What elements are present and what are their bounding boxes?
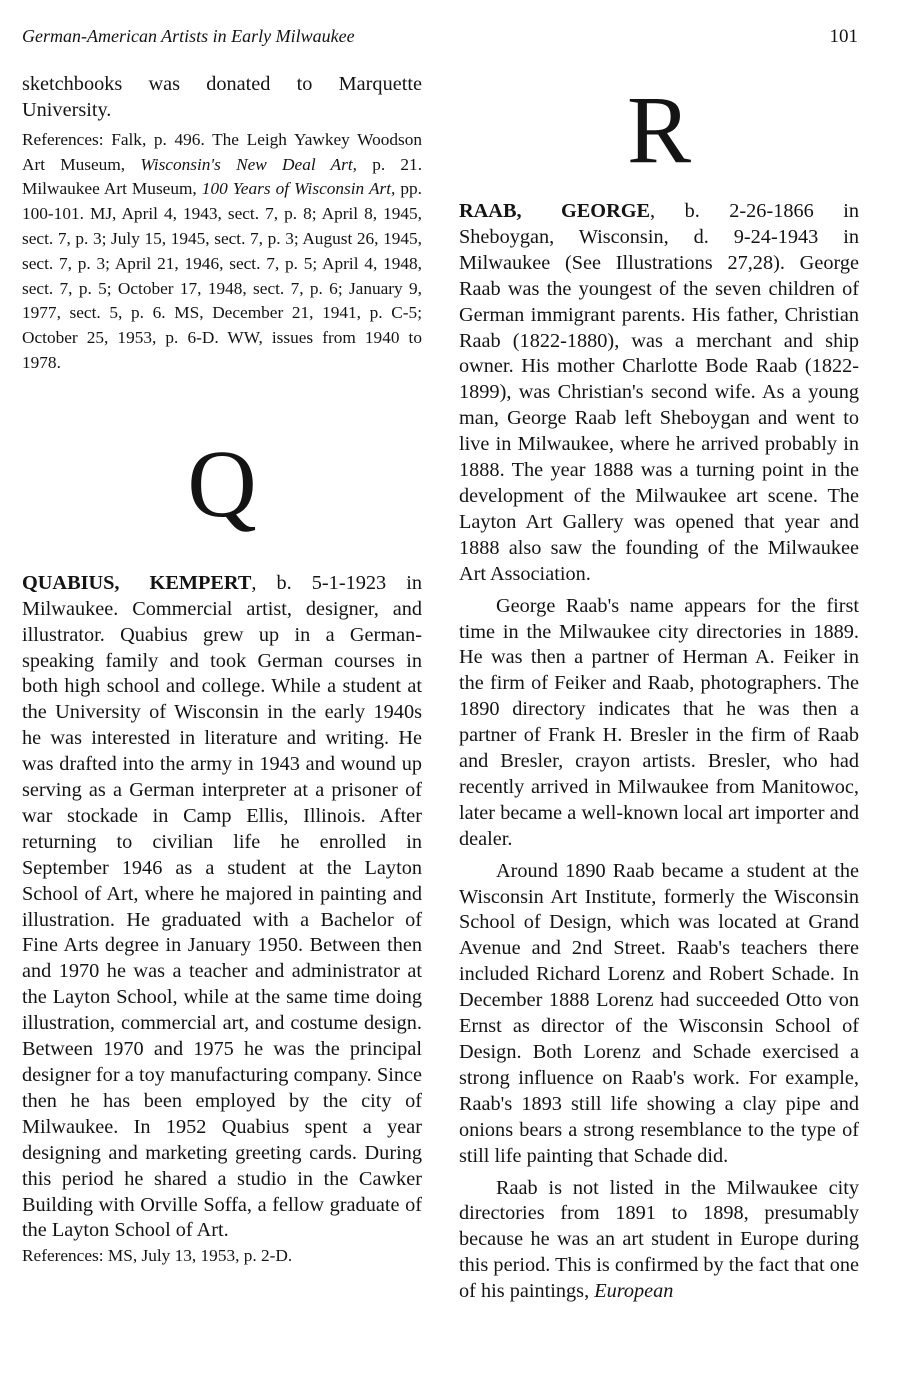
references-title: 100 Years of Wisconsin Art, (201, 179, 396, 199)
page-header (22, 26, 858, 52)
page-number: 101 (829, 26, 858, 47)
entry-name: QUABIUS, KEMPERT (22, 571, 252, 594)
paragraph (459, 1176, 859, 1306)
running-title: German-American Artists in Early Milwaukee (22, 26, 355, 46)
entry-quabius (22, 571, 422, 1245)
section-letter-q: Q (187, 429, 257, 537)
continuation-text: sketchbooks was donated to Marquette University. (22, 73, 422, 121)
paragraph: Around 1890 Raab became a student at the Wisconsin Art Institute, formerly the Wisconsin School of Design, which was located at Grand Avenue and 2nd Street. Raab's teachers there included Richard Lorenz and Robert Schade. In December 1888 Lorenz had succeeded Otto von Ernst as director of the Wisconsin School of Design. Both Lorenz and Schade exercised a strong influence on Raab's work. For example, Raab's 1893 still life showing a clay pipe and onions bears a strong resemblance to the type of still life painting that Schade did. (459, 859, 859, 1167)
references-text: p. 21. Milwaukee Art Museum, (22, 154, 423, 199)
entry-text: , b. 5-1-1923 in Milwaukee. Commercial artist, designer, and illustrator. Quabius grew up in a German-speaking family and took German courses in both high school and college. While a student at the University of Wisconsin in the early 1940s he was interested in literature and writing. He was drafted into the army in 1943 and wound up serving as a German interpreter at a prisoner of war stockade in Camp Ellis, Illinois. After returning to civilian life he enrolled in September 1946 as a student at the Layton School of Art, where he majored in painting and illustration. He graduated with a Bachelor of Fine Arts degree in January 1950. Between then and 1970 he was a teacher and administrator at the Layton School, while at the same time doing illustration, commercial art, and costume design. Between 1970 and 1975 he was the principal designer for a toy manufacturing company. Since then he has been employed by the city of Milwaukee. In 1952 Quabius spent a year designing and marketing greeting cards. During this period he shared a studio in the Cawker Building with Orville Soffa, a fellow graduate of the Layton School of Art. (22, 571, 422, 1242)
references-text: pp. 100-101. MJ, April 4, 1943, sect. 7, p. 8; April 8, 1945, sect. 7, p. 3; July 15, 1945, sect. 7, p. 3; August 26, 1945, sect. 7, p. 3; April 21, 1946, sect. 7, p. 5; April 4, 1948, sect. 7, p. 5; October 17, 1948, sect. 7, p. 6; January 9, 1977, sect. 5, p. 6. MS, December 21, 1941, p. C-5; October 25, 1953, p. 6-D. WW, issues from 1940 to 1978. (22, 179, 422, 372)
paragraph: George Raab's name appears for the first time in the Milwaukee city directories in 1889. He was then a partner of Herman A. Feiker in the firm of Feiker and Raab, photographers. The 1890 directory indicates that he was then a partner of Frank H. Bresler in the firm of Raab and Bresler, crayon artists. Bresler, who had recently arrived in Milwaukee from Manitowoc, later became a well-known local art importer and dealer. (459, 594, 859, 850)
section-letter-r: R (626, 76, 692, 183)
paragraph-text: Raab is not listed in the Milwaukee city directories from 1891 to 1898, presumably because he was an art student in Europe during this period. This is confirmed by the fact that one of his paintings, (459, 1176, 859, 1303)
entry-name: RAAB, GEORGE (459, 200, 651, 222)
references-label: References: (22, 129, 112, 149)
references-text: Falk, p. 496. The Leigh Yawkey Woodson Art Museum, (22, 129, 422, 174)
references-block-2: References: MS, July 13, 1953, p. 2-D. (22, 1246, 293, 1266)
left-column (22, 72, 422, 1269)
references-title: Wisconsin's New Deal Art, (140, 154, 357, 174)
entry-text: , b. 2-26-1866 in Sheboygan, Wisconsin, d. 9-24-1943 in Milwaukee (See Illustrations 27,28). George Raab was the youngest of the seven children of German immigrant parents. His father, Christian Raab (1822-1880), was a merchant and ship owner. His mother Charlotte Bode Raab (1822-1899), was Christian's second wife. As a young man, George Raab left Sheboygan and went to live in Milwaukee, where he arrived probably in 1888. The year 1888 was a turning point in the development of the Milwaukee art scene. The Layton Art Gallery was opened that year and 1888 also saw the founding of the Milwaukee Art Association. (459, 200, 860, 585)
entry-raab (459, 199, 859, 588)
references-block (22, 128, 422, 376)
painting-title: European (594, 1280, 674, 1303)
right-column (459, 72, 859, 1305)
